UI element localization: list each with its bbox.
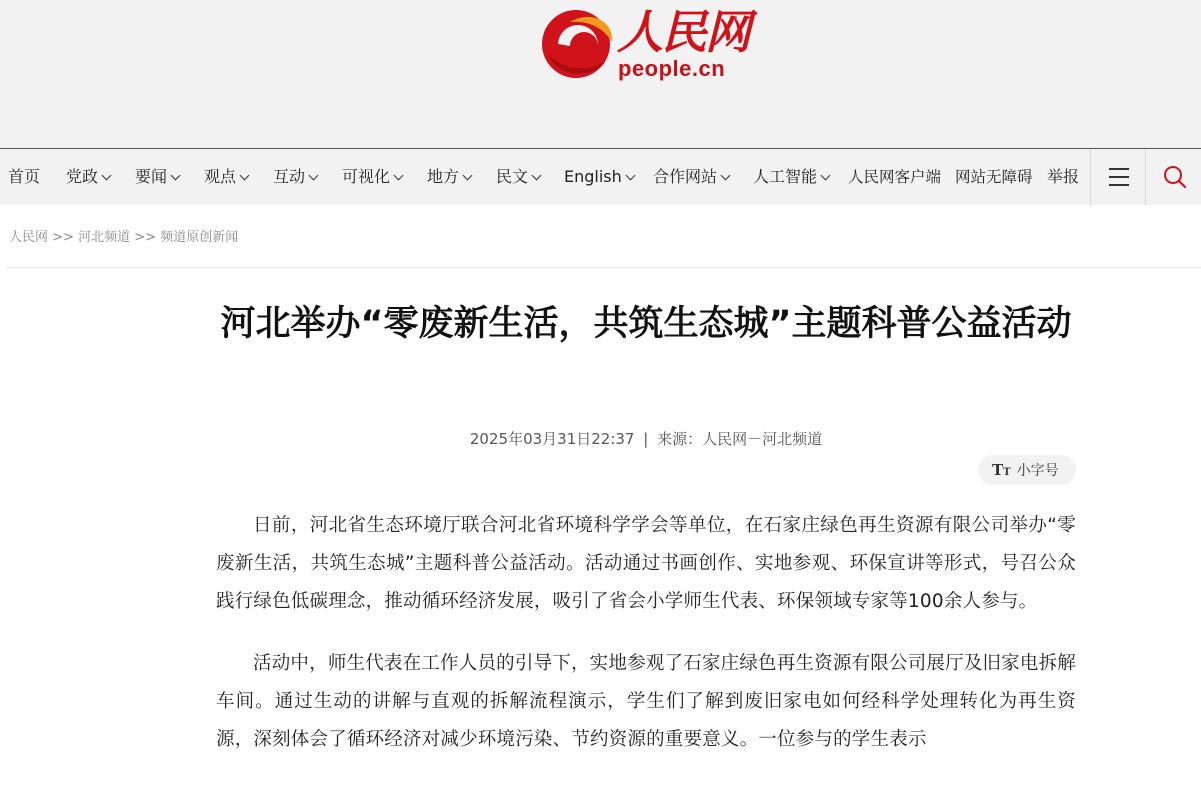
breadcrumb-link-original-news[interactable]: 频道原创新闻 — [160, 230, 239, 245]
chevron-down-icon — [102, 171, 112, 181]
article-paragraph: 日前，河北省生态环境厅联合河北省环境科学学会等单位，在石家庄绿色再生资源有限公司举办“零废新生活，共筑生态城”主题科普公益活动。活动通过书画创作、实地参观、环保宣讲等形式，号召公众践行绿色低碳理念，推动循环经济发展，吸引了省会小学师生代表、环保领域专家等100余人参与。 — [216, 515, 1076, 612]
article-meta — [216, 428, 1076, 449]
article-paragraph: 活动中，师生代表在工作人员的引导下，实地参观了石家庄绿色再生资源有限公司展厅及旧家电拆解车间。通过生动的讲解与直观的拆解流程演示，学生们了解到废旧家电如何经科学处理转化为再生资源，深刻体会了循环经济对减少环境污染、节约资源的重要意义。一位参与的学生表示 — [216, 653, 1076, 750]
breadcrumb-link-hebei[interactable]: 河北频道 — [78, 230, 131, 245]
nav-item-ai[interactable]: 人工智能 — [753, 149, 829, 205]
nav-item-hudong[interactable]: 互动 — [273, 149, 317, 205]
article-datetime: 2025年03月31日22:37 — [469, 430, 635, 448]
chevron-down-icon — [821, 171, 831, 181]
chevron-down-icon — [532, 171, 542, 181]
breadcrumb-divider — [6, 267, 1201, 268]
nav-item-minwen[interactable]: 民文 — [496, 149, 540, 205]
nav-item-english[interactable]: English — [564, 149, 634, 205]
chevron-down-icon — [394, 171, 404, 181]
logo-text: 人民网 — [617, 5, 749, 59]
site-header — [0, 0, 1201, 148]
nav-item-difang[interactable]: 地方 — [427, 149, 471, 205]
hamburger-menu-icon — [1109, 168, 1129, 186]
meta-separator: | — [643, 430, 649, 448]
text-size-icon: TT — [992, 461, 1011, 479]
nav-item-accessibility[interactable]: 网站无障碍 — [955, 168, 1033, 186]
article-body — [216, 507, 1076, 783]
font-size-toggle-label: 小字号 — [1016, 463, 1059, 479]
nav-item-report[interactable]: 举报 — [1047, 167, 1080, 186]
main-nav — [0, 148, 1201, 205]
chevron-down-icon — [309, 171, 319, 181]
breadcrumb-separator: >> — [134, 230, 157, 245]
article-title: 河北举办“零废新生活，共筑生态城”主题科普公益活动 — [220, 304, 1072, 344]
chevron-down-icon — [240, 171, 250, 181]
article-source[interactable]: 来源：人民网－河北频道 — [657, 430, 823, 448]
logo-emblem-icon — [540, 6, 616, 82]
search-icon — [1163, 165, 1187, 189]
search-button[interactable] — [1145, 149, 1201, 205]
nav-item-client-app[interactable]: 人民网客户端 — [848, 168, 942, 186]
menu-button[interactable] — [1090, 149, 1146, 205]
nav-item-yaowen[interactable]: 要闻 — [135, 149, 179, 205]
nav-item-guandian[interactable]: 观点 — [204, 149, 248, 205]
nav-item-partner-sites[interactable]: 合作网站 — [653, 149, 729, 205]
chevron-down-icon — [171, 171, 181, 181]
logo-domain: people.cn — [618, 56, 726, 81]
site-logo[interactable] — [540, 4, 755, 86]
breadcrumb-separator: >> — [52, 230, 74, 245]
chevron-down-icon — [463, 171, 473, 181]
nav-item-home[interactable]: 首页 — [8, 167, 41, 186]
font-size-toggle-button[interactable] — [978, 455, 1076, 485]
nav-item-dangzheng[interactable]: 党政 — [66, 149, 110, 205]
chevron-down-icon — [625, 171, 635, 181]
chevron-down-icon — [721, 171, 731, 181]
breadcrumb — [9, 226, 238, 245]
nav-item-keshihua[interactable]: 可视化 — [342, 149, 402, 205]
breadcrumb-link-home[interactable]: 人民网 — [9, 230, 49, 245]
